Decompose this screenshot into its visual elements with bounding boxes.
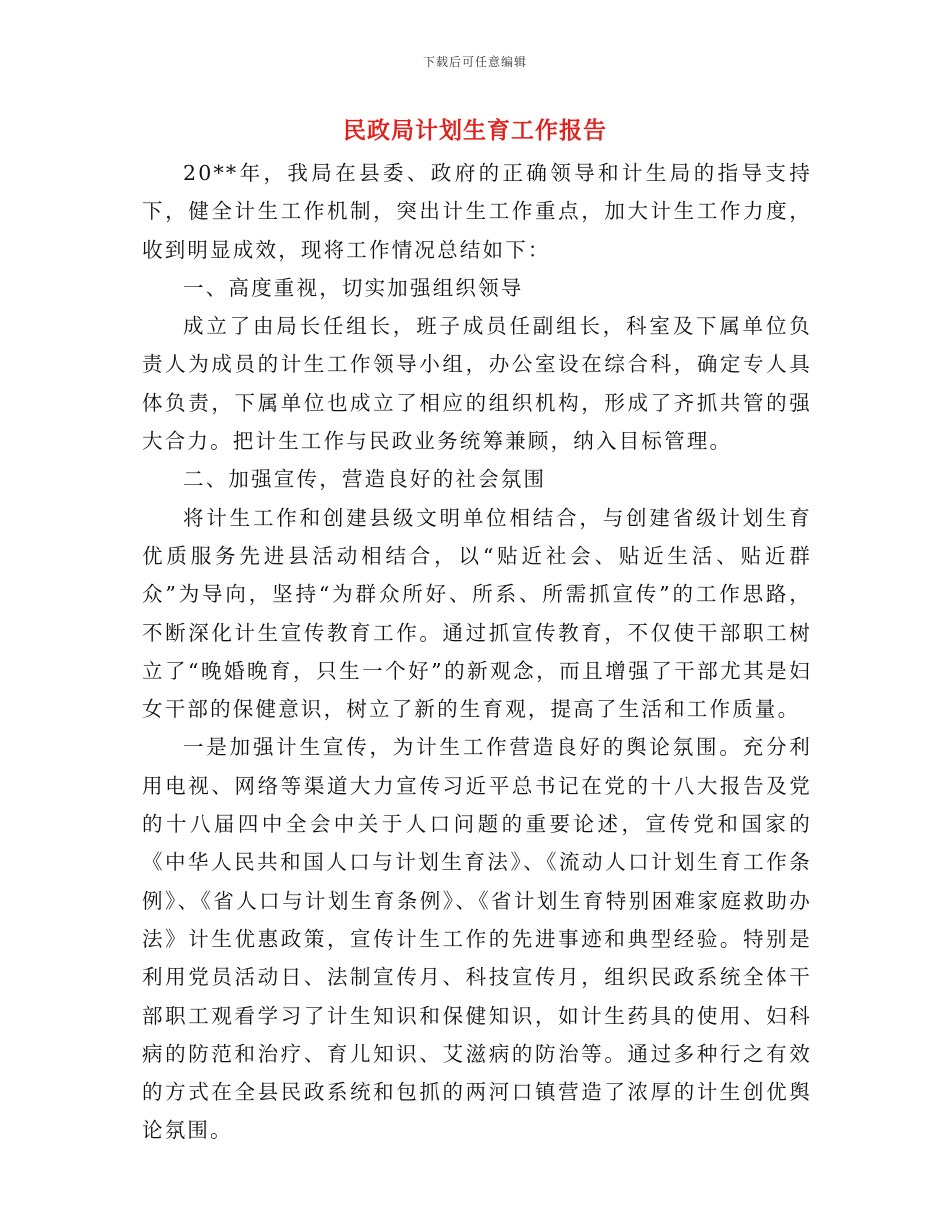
- document-body: [142, 154, 812, 1150]
- section-heading-2: 二、加强宣传，营造良好的社会氛围: [183, 467, 547, 492]
- paragraph-intro: 20**年，我局在县委、政府的正确领导和计生局的指导支持下，健全计生工作机制，突出计生工作重点，加大计生工作力度，收到明显成效，现将工作情况总结如下：: [142, 161, 812, 262]
- paragraph-propaganda: 将计生工作和创建县级文明单位相结合，与创建省级计划生育优质服务先进县活动相结合，以“贴近社会、贴近生活、贴近群众”为导向，坚持“为群众所好、所系、所需抓宣传”的工作思路，不断深化计生宣传教育工作。通过抓宣传教育，不仅使干部职工树立了“晚婚晚育，只生一个好”的新观念，而且增强了干部尤其是妇女干部的保健意识，树立了新的生育观，提高了生活和工作质量。: [142, 505, 812, 722]
- header-note: 下载后可任意编辑: [422, 55, 527, 69]
- paragraph-organization: 成立了由局长任组长，班子成员任副组长，科室及下属单位负责人为成员的计生工作领导小组，办公室设在综合科，确定专人具体负责，下属单位也成立了相应的组织机构，形成了齐抓共管的强大合力。把计生工作与民政业务统筹兼顾，纳入目标管理。: [142, 314, 812, 454]
- section-heading-1: 一、高度重视，切实加强组织领导: [183, 275, 524, 300]
- paragraph-publicity: 一是加强计生宣传，为计生工作营造良好的舆论氛围。充分利用电视、网络等渠道大力宣传习近平总书记在党的十八大报告及党的十八届四中全会中关于人口问题的重要论述，宣传党和国家的《中华人民共和国人口与计划生育法》、《流动人口计划生育工作条例》、《省人口与计划生育条例》、《省计划生育特别困难家庭救助办法》计生优惠政策，宣传计生工作的先进事迹和典型经验。特别是利用党员活动日、法制宣传月、科技宣传月，组织民政系统全体干部职工观看学习了计生知识和保健知识，如计生药具的使用、妇科病的防范和治疗、育儿知识、艾滋病的防治等。通过多种行之有效的方式在全县民政系统和包抓的两河口镇营造了浓厚的计生创优舆论氛围。: [142, 735, 812, 1143]
- document-title: 民政局计划生育工作报告: [343, 117, 607, 144]
